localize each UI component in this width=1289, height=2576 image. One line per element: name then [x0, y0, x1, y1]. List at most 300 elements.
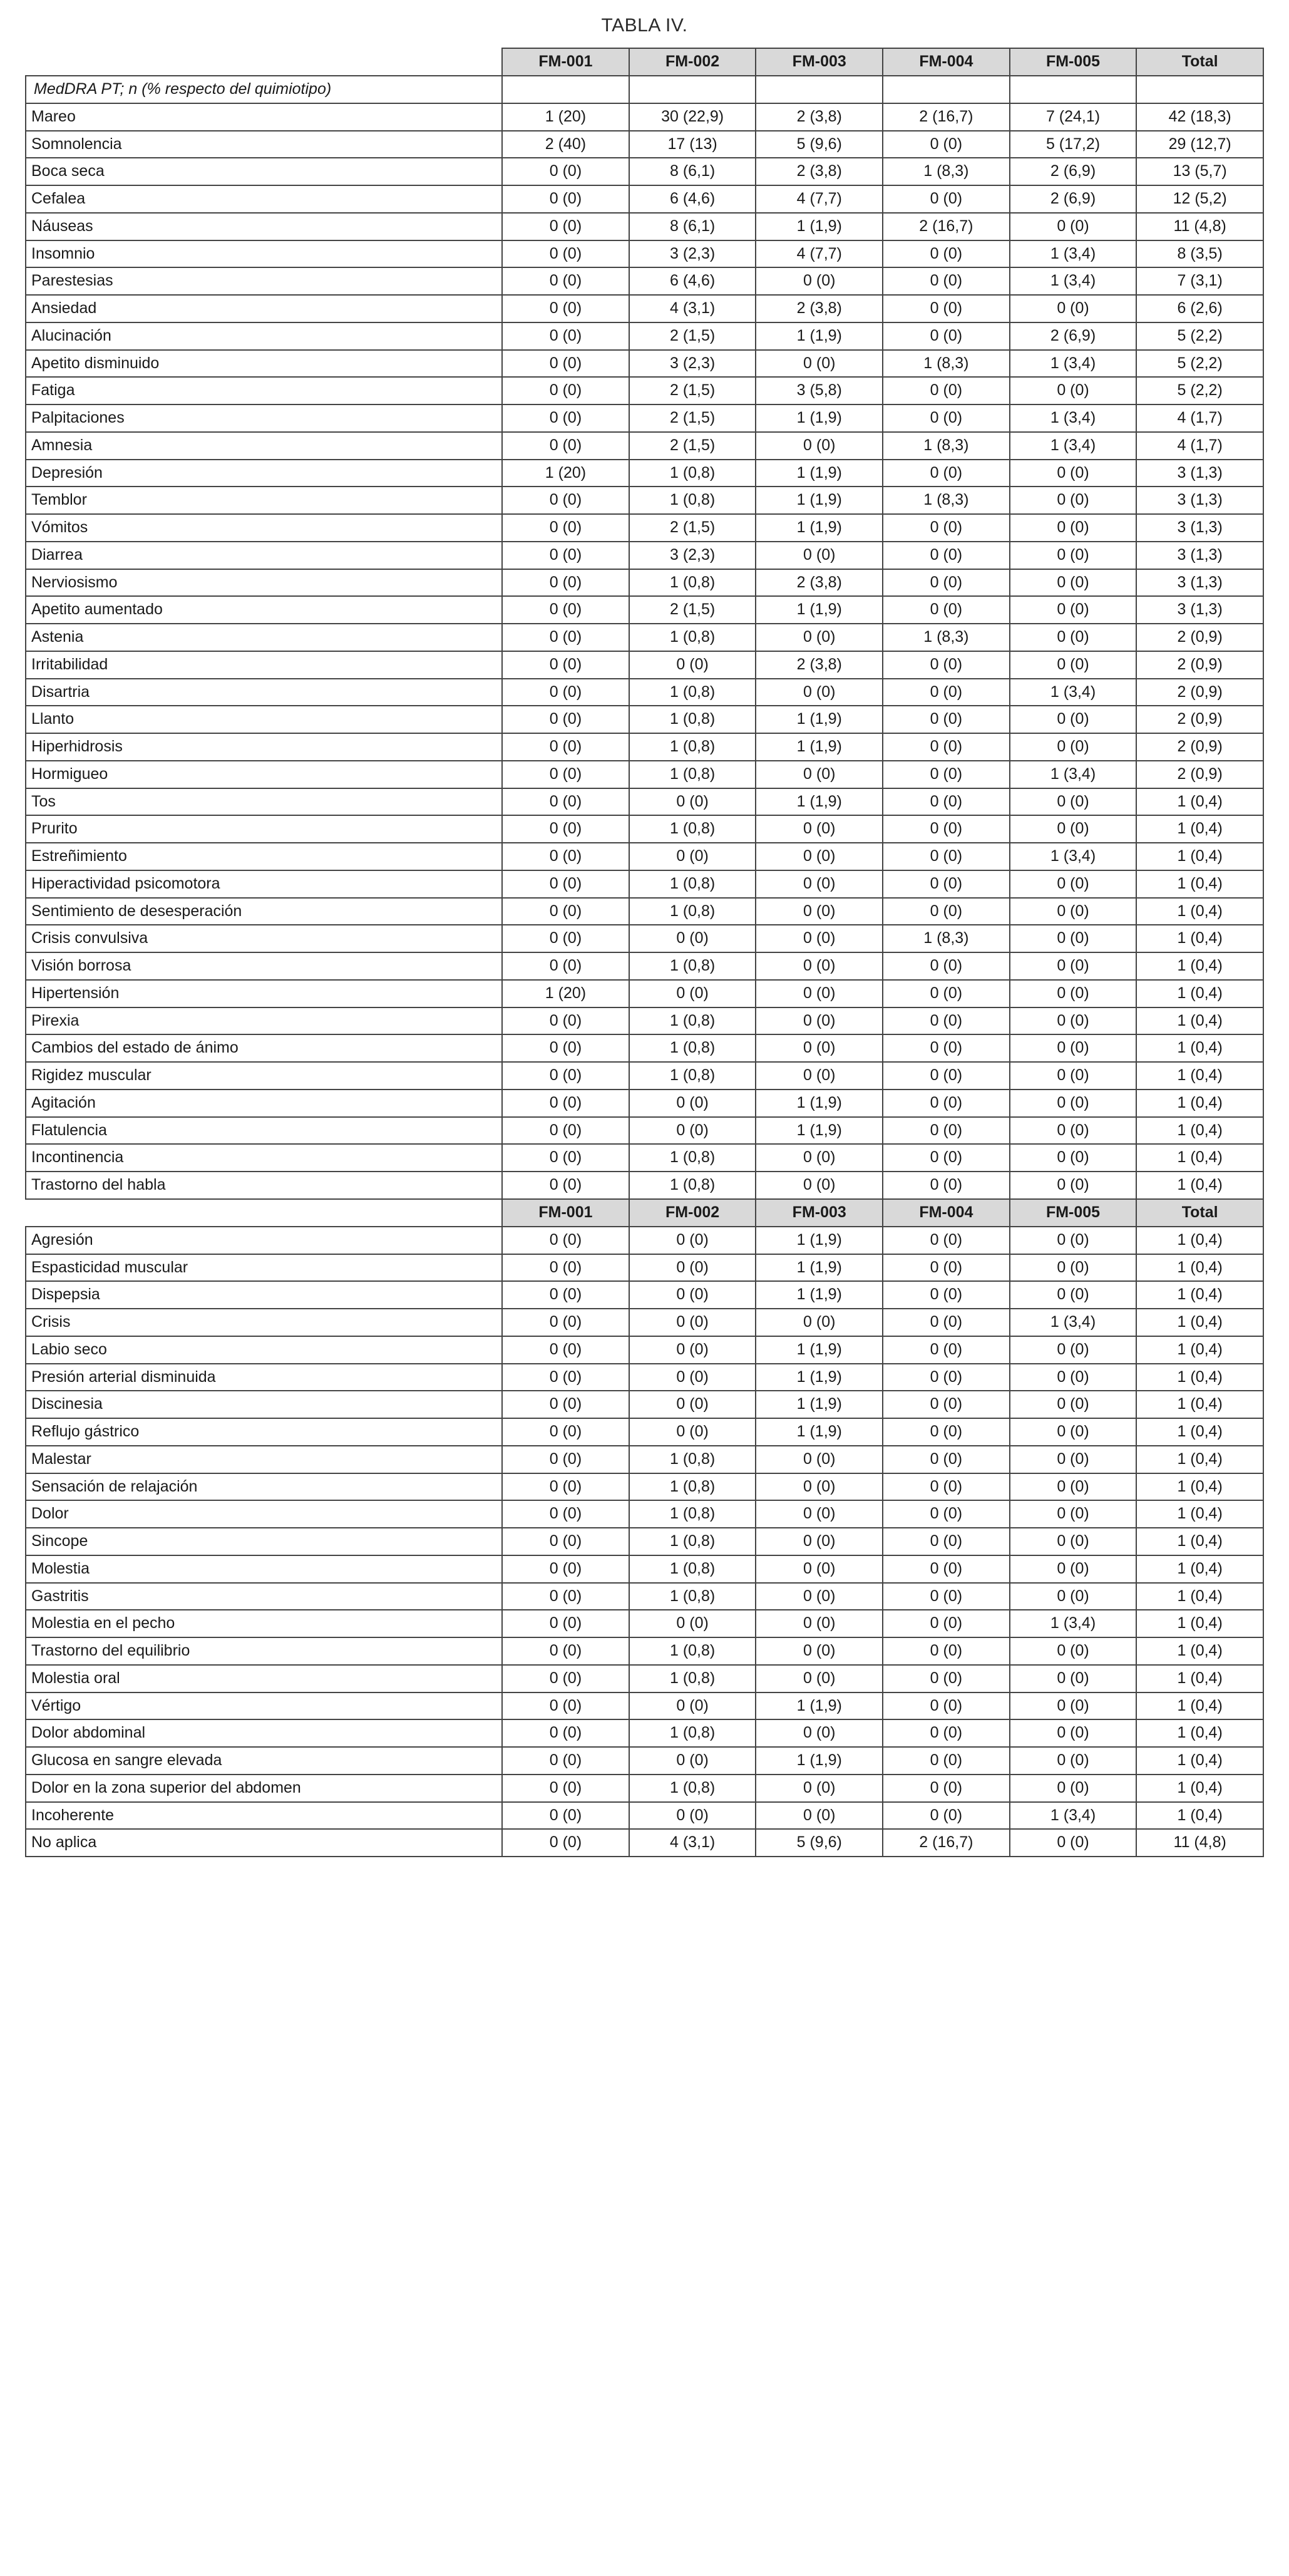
- row-value: 0 (0): [629, 651, 756, 679]
- row-label: Hormigueo: [26, 761, 502, 788]
- row-value: 1 (1,9): [756, 322, 883, 350]
- row-value: 0 (0): [1010, 487, 1137, 514]
- row-value: 0 (0): [502, 1144, 629, 1172]
- row-value: 0 (0): [502, 1364, 629, 1391]
- row-value: 0 (0): [883, 596, 1010, 624]
- table-row: [26, 706, 1263, 733]
- row-value: 1 (0,4): [1136, 1747, 1263, 1775]
- row-value: 0 (0): [883, 1528, 1010, 1555]
- table-row: [26, 1227, 1263, 1254]
- table-row: [26, 788, 1263, 816]
- row-value: 3 (1,3): [1136, 542, 1263, 569]
- table-row: [26, 1117, 1263, 1145]
- row-value: 0 (0): [1010, 1446, 1137, 1473]
- row-value: 0 (0): [883, 1090, 1010, 1117]
- row-value: 0 (0): [502, 1829, 629, 1857]
- table-row: [26, 1500, 1263, 1528]
- row-value: 1 (1,9): [756, 706, 883, 733]
- page-title: TABLA IV.: [601, 15, 688, 36]
- table-subheader-row: [26, 1199, 1263, 1227]
- row-value: 1 (0,8): [629, 1007, 756, 1035]
- row-value: 1 (3,4): [1010, 1610, 1137, 1637]
- table-row: [26, 1144, 1263, 1172]
- table-row: [26, 1555, 1263, 1583]
- meta-cell: [629, 76, 756, 103]
- row-value: 1 (8,3): [883, 925, 1010, 952]
- row-value: 0 (0): [1010, 788, 1137, 816]
- row-value: 0 (0): [502, 925, 629, 952]
- row-value: 0 (0): [629, 1090, 756, 1117]
- table-row: [26, 1446, 1263, 1473]
- row-value: 0 (0): [502, 651, 629, 679]
- meta-cell: [1010, 76, 1137, 103]
- row-value: 1 (1,9): [756, 1281, 883, 1309]
- row-value: 2 (0,9): [1136, 733, 1263, 761]
- row-value: 0 (0): [1010, 1829, 1137, 1857]
- row-value: 1 (0,4): [1136, 815, 1263, 843]
- row-value: 0 (0): [629, 1391, 756, 1418]
- row-value: 3 (1,3): [1136, 487, 1263, 514]
- row-value: 8 (6,1): [629, 213, 756, 240]
- row-label: Disartria: [26, 679, 502, 706]
- row-value: 0 (0): [502, 542, 629, 569]
- row-value: 1 (0,4): [1136, 1610, 1263, 1637]
- row-label: Fatiga: [26, 377, 502, 404]
- row-value: 0 (0): [756, 1637, 883, 1665]
- row-value: 2 (3,8): [756, 295, 883, 322]
- row-label: Dolor: [26, 1500, 502, 1528]
- row-value: 1 (0,4): [1136, 843, 1263, 870]
- table-row: [26, 185, 1263, 213]
- row-value: 5 (2,2): [1136, 377, 1263, 404]
- row-value: 2 (3,8): [756, 158, 883, 185]
- row-value: 0 (0): [502, 1336, 629, 1364]
- row-value: 1 (1,9): [756, 460, 883, 487]
- row-value: 5 (9,6): [756, 1829, 883, 1857]
- row-value: 2 (40): [502, 131, 629, 158]
- row-value: 0 (0): [629, 1227, 756, 1254]
- row-value: 1 (1,9): [756, 1364, 883, 1391]
- header-cell-total: Total: [1136, 48, 1263, 76]
- row-value: 0 (0): [883, 706, 1010, 733]
- row-value: 0 (0): [756, 1775, 883, 1802]
- row-label: Molestia oral: [26, 1665, 502, 1692]
- row-value: 0 (0): [883, 761, 1010, 788]
- row-value: 0 (0): [1010, 1336, 1137, 1364]
- row-value: 1 (1,9): [756, 1117, 883, 1145]
- row-label: Gastritis: [26, 1583, 502, 1610]
- row-value: 0 (0): [502, 706, 629, 733]
- row-label: Dolor abdominal: [26, 1719, 502, 1747]
- row-value: 0 (0): [629, 1336, 756, 1364]
- row-label: Prurito: [26, 815, 502, 843]
- row-value: 0 (0): [883, 1336, 1010, 1364]
- row-label: Pirexia: [26, 1007, 502, 1035]
- table-row: [26, 651, 1263, 679]
- table-header-row: [26, 48, 1263, 76]
- row-value: 0 (0): [502, 1473, 629, 1501]
- row-value: 0 (0): [883, 1254, 1010, 1282]
- row-label: Sentimiento de desesperación: [26, 898, 502, 925]
- row-value: 0 (0): [756, 1719, 883, 1747]
- row-value: 0 (0): [1010, 1775, 1137, 1802]
- row-value: 0 (0): [629, 1418, 756, 1446]
- row-value: 1 (0,4): [1136, 1473, 1263, 1501]
- row-value: 1 (20): [502, 460, 629, 487]
- table-row: [26, 569, 1263, 597]
- table-row: [26, 761, 1263, 788]
- table-row: [26, 679, 1263, 706]
- row-value: 0 (0): [502, 1692, 629, 1720]
- row-value: 0 (0): [756, 432, 883, 460]
- row-value: 0 (0): [1010, 1391, 1137, 1418]
- row-label: Apetito aumentado: [26, 596, 502, 624]
- row-value: 0 (0): [502, 1281, 629, 1309]
- row-value: 0 (0): [883, 1555, 1010, 1583]
- row-value: 0 (0): [1010, 1227, 1137, 1254]
- row-value: 3 (1,3): [1136, 514, 1263, 542]
- row-value: 0 (0): [883, 679, 1010, 706]
- row-label: Discinesia: [26, 1391, 502, 1418]
- row-value: 0 (0): [502, 815, 629, 843]
- row-value: 1 (0,8): [629, 460, 756, 487]
- row-value: 1 (8,3): [883, 432, 1010, 460]
- row-value: 1 (1,9): [756, 1227, 883, 1254]
- row-value: 0 (0): [629, 1692, 756, 1720]
- row-value: 2 (16,7): [883, 1829, 1010, 1857]
- row-value: 0 (0): [502, 569, 629, 597]
- row-label: Estreñimiento: [26, 843, 502, 870]
- row-value: 0 (0): [502, 1391, 629, 1418]
- table-row: [26, 404, 1263, 432]
- row-value: 0 (0): [502, 1665, 629, 1692]
- row-value: 1 (0,4): [1136, 1117, 1263, 1145]
- row-value: 0 (0): [883, 952, 1010, 980]
- table-row: [26, 925, 1263, 952]
- row-label: Tos: [26, 788, 502, 816]
- row-value: 0 (0): [883, 1473, 1010, 1501]
- header-cell-fm-003: FM-003: [756, 48, 883, 76]
- row-label: Agitación: [26, 1090, 502, 1117]
- row-value: 0 (0): [883, 322, 1010, 350]
- row-value: 3 (5,8): [756, 377, 883, 404]
- table-row: [26, 1473, 1263, 1501]
- table-row: [26, 1692, 1263, 1720]
- row-value: 0 (0): [502, 432, 629, 460]
- row-label: Flatulencia: [26, 1117, 502, 1145]
- row-value: 0 (0): [1010, 980, 1137, 1007]
- row-value: 0 (0): [502, 952, 629, 980]
- row-value: 0 (0): [502, 1090, 629, 1117]
- row-value: 0 (0): [883, 788, 1010, 816]
- row-value: 0 (0): [756, 980, 883, 1007]
- row-value: 0 (0): [502, 1227, 629, 1254]
- row-value: 0 (0): [629, 925, 756, 952]
- table-row: [26, 980, 1263, 1007]
- row-value: 1 (0,8): [629, 487, 756, 514]
- row-value: 0 (0): [502, 679, 629, 706]
- table-row: [26, 898, 1263, 925]
- row-value: 2 (1,5): [629, 514, 756, 542]
- row-value: 1 (0,4): [1136, 1418, 1263, 1446]
- table-row: [26, 295, 1263, 322]
- row-value: 2 (1,5): [629, 596, 756, 624]
- row-value: 1 (3,4): [1010, 1802, 1137, 1830]
- row-value: 0 (0): [502, 487, 629, 514]
- row-value: 2 (1,5): [629, 322, 756, 350]
- header-cell-fm-005: FM-005: [1010, 48, 1137, 76]
- row-value: 0 (0): [756, 1446, 883, 1473]
- row-value: 0 (0): [502, 514, 629, 542]
- row-value: 0 (0): [502, 898, 629, 925]
- table-row: [26, 624, 1263, 651]
- row-value: 1 (0,4): [1136, 1172, 1263, 1199]
- row-label: Crisis convulsiva: [26, 925, 502, 952]
- row-value: 1 (0,4): [1136, 1391, 1263, 1418]
- row-value: 0 (0): [883, 815, 1010, 843]
- row-value: 0 (0): [883, 1583, 1010, 1610]
- row-value: 0 (0): [883, 1665, 1010, 1692]
- row-label: Cambios del estado de ánimo: [26, 1034, 502, 1062]
- row-value: 0 (0): [883, 131, 1010, 158]
- row-label: Malestar: [26, 1446, 502, 1473]
- table-row: [26, 131, 1263, 158]
- subheader-corner-cell: [26, 1199, 502, 1227]
- subheader-cell-fm-004: FM-004: [883, 1199, 1010, 1227]
- row-value: 7 (3,1): [1136, 267, 1263, 295]
- row-label: Somnolencia: [26, 131, 502, 158]
- row-label: Náuseas: [26, 213, 502, 240]
- row-value: 0 (0): [883, 1775, 1010, 1802]
- row-value: 0 (0): [1010, 1528, 1137, 1555]
- row-value: 0 (0): [502, 1418, 629, 1446]
- row-value: 1 (0,8): [629, 1473, 756, 1501]
- table-row: [26, 1665, 1263, 1692]
- row-value: 0 (0): [1010, 1637, 1137, 1665]
- row-value: 1 (0,8): [629, 1500, 756, 1528]
- row-label: Dolor en la zona superior del abdomen: [26, 1775, 502, 1802]
- row-value: 0 (0): [883, 1007, 1010, 1035]
- row-value: 1 (0,8): [629, 1172, 756, 1199]
- row-value: 1 (0,8): [629, 1555, 756, 1583]
- row-value: 0 (0): [502, 1007, 629, 1035]
- row-value: 6 (2,6): [1136, 295, 1263, 322]
- row-value: 0 (0): [883, 1062, 1010, 1090]
- row-value: 0 (0): [502, 158, 629, 185]
- row-value: 0 (0): [1010, 1665, 1137, 1692]
- row-value: 0 (0): [502, 185, 629, 213]
- row-value: 0 (0): [756, 267, 883, 295]
- row-value: 2 (6,9): [1010, 158, 1137, 185]
- subheader-cell-total: Total: [1136, 1199, 1263, 1227]
- row-value: 0 (0): [1010, 514, 1137, 542]
- row-value: 1 (3,4): [1010, 404, 1137, 432]
- row-label: Palpitaciones: [26, 404, 502, 432]
- row-value: 0 (0): [756, 898, 883, 925]
- row-value: 1 (1,9): [756, 1336, 883, 1364]
- row-label: Boca seca: [26, 158, 502, 185]
- table-row: [26, 322, 1263, 350]
- row-value: 5 (2,2): [1136, 322, 1263, 350]
- row-value: 0 (0): [502, 843, 629, 870]
- row-value: 0 (0): [629, 788, 756, 816]
- row-value: 0 (0): [756, 542, 883, 569]
- row-value: 0 (0): [756, 1610, 883, 1637]
- row-value: 0 (0): [883, 843, 1010, 870]
- row-value: 0 (0): [883, 240, 1010, 268]
- row-value: 1 (0,4): [1136, 1692, 1263, 1720]
- row-value: 2 (0,9): [1136, 679, 1263, 706]
- table-row: [26, 1583, 1263, 1610]
- row-value: 1 (0,4): [1136, 1555, 1263, 1583]
- row-value: 0 (0): [502, 596, 629, 624]
- row-value: 0 (0): [1010, 706, 1137, 733]
- row-value: 0 (0): [1010, 542, 1137, 569]
- table-row: [26, 952, 1263, 980]
- row-value: 3 (1,3): [1136, 596, 1263, 624]
- row-value: 0 (0): [1010, 1473, 1137, 1501]
- row-value: 0 (0): [1010, 624, 1137, 651]
- row-value: 0 (0): [883, 1637, 1010, 1665]
- row-value: 1 (0,8): [629, 733, 756, 761]
- row-label: Amnesia: [26, 432, 502, 460]
- meta-cell: [1136, 76, 1263, 103]
- row-label: Hiperhidrosis: [26, 733, 502, 761]
- row-value: 1 (1,9): [756, 1391, 883, 1418]
- row-value: 0 (0): [502, 761, 629, 788]
- row-value: 0 (0): [1010, 733, 1137, 761]
- row-value: 2 (16,7): [883, 213, 1010, 240]
- row-value: 5 (2,2): [1136, 350, 1263, 378]
- row-value: 0 (0): [502, 1528, 629, 1555]
- row-value: 0 (0): [756, 1583, 883, 1610]
- table-row: [26, 487, 1263, 514]
- row-value: 0 (0): [502, 213, 629, 240]
- row-value: 1 (1,9): [756, 1090, 883, 1117]
- row-value: 2 (3,8): [756, 569, 883, 597]
- table-row: [26, 843, 1263, 870]
- row-value: 1 (1,9): [756, 788, 883, 816]
- row-label: Irritabilidad: [26, 651, 502, 679]
- table-row: [26, 1528, 1263, 1555]
- row-value: 0 (0): [756, 1665, 883, 1692]
- row-value: 12 (5,2): [1136, 185, 1263, 213]
- row-value: 1 (0,8): [629, 1665, 756, 1692]
- table-row: [26, 1610, 1263, 1637]
- table-row: [26, 1418, 1263, 1446]
- row-value: 1 (0,4): [1136, 1034, 1263, 1062]
- row-value: 0 (0): [756, 1555, 883, 1583]
- row-value: 0 (0): [756, 350, 883, 378]
- row-value: 1 (8,3): [883, 487, 1010, 514]
- table-row: [26, 1391, 1263, 1418]
- row-label: Vómitos: [26, 514, 502, 542]
- row-value: 1 (0,8): [629, 1034, 756, 1062]
- row-value: 1 (0,4): [1136, 1309, 1263, 1336]
- row-label: Nerviosismo: [26, 569, 502, 597]
- row-label: Sincope: [26, 1528, 502, 1555]
- table-row: [26, 1090, 1263, 1117]
- row-value: 0 (0): [883, 1610, 1010, 1637]
- row-value: 1 (0,8): [629, 870, 756, 898]
- table-row: [26, 1336, 1263, 1364]
- row-value: 1 (1,9): [756, 1254, 883, 1282]
- row-value: 0 (0): [1010, 1583, 1137, 1610]
- row-value: 0 (0): [883, 651, 1010, 679]
- row-value: 1 (0,8): [629, 1775, 756, 1802]
- row-value: 0 (0): [1010, 1144, 1137, 1172]
- row-value: 1 (0,4): [1136, 1583, 1263, 1610]
- row-value: 1 (0,8): [629, 1144, 756, 1172]
- table-row: [26, 103, 1263, 131]
- row-value: 0 (0): [502, 1719, 629, 1747]
- row-value: 1 (0,8): [629, 1528, 756, 1555]
- row-value: 0 (0): [756, 1500, 883, 1528]
- row-value: 2 (0,9): [1136, 651, 1263, 679]
- row-label: Alucinación: [26, 322, 502, 350]
- row-value: 0 (0): [502, 1775, 629, 1802]
- row-value: 1 (0,8): [629, 952, 756, 980]
- row-value: 0 (0): [502, 1500, 629, 1528]
- row-value: 1 (1,9): [756, 1418, 883, 1446]
- row-value: 0 (0): [883, 1144, 1010, 1172]
- row-value: 1 (1,9): [756, 487, 883, 514]
- meta-row-label: MedDRA PT; n (% respecto del quimiotipo): [26, 76, 502, 103]
- row-value: 0 (0): [502, 1034, 629, 1062]
- row-value: 1 (3,4): [1010, 679, 1137, 706]
- row-value: 1 (0,8): [629, 679, 756, 706]
- row-value: 0 (0): [502, 350, 629, 378]
- row-value: 1 (0,4): [1136, 898, 1263, 925]
- row-value: 0 (0): [756, 1034, 883, 1062]
- row-value: 0 (0): [756, 679, 883, 706]
- row-value: 42 (18,3): [1136, 103, 1263, 131]
- row-value: 0 (0): [502, 1555, 629, 1583]
- row-label: Incoherente: [26, 1802, 502, 1830]
- row-value: 0 (0): [883, 1281, 1010, 1309]
- row-label: Depresión: [26, 460, 502, 487]
- table-row: [26, 213, 1263, 240]
- row-label: Vértigo: [26, 1692, 502, 1720]
- row-value: 0 (0): [883, 404, 1010, 432]
- row-label: Espasticidad muscular: [26, 1254, 502, 1282]
- row-label: Incontinencia: [26, 1144, 502, 1172]
- row-value: 4 (7,7): [756, 240, 883, 268]
- row-label: Astenia: [26, 624, 502, 651]
- row-value: 0 (0): [1010, 1364, 1137, 1391]
- row-value: 0 (0): [883, 1692, 1010, 1720]
- row-value: 1 (0,8): [629, 1446, 756, 1473]
- row-value: 0 (0): [1010, 295, 1137, 322]
- subheader-cell-fm-003: FM-003: [756, 1199, 883, 1227]
- table-row: [26, 1747, 1263, 1775]
- row-value: 0 (0): [502, 1254, 629, 1282]
- row-label: Llanto: [26, 706, 502, 733]
- row-value: 11 (4,8): [1136, 1829, 1263, 1857]
- row-value: 0 (0): [629, 1610, 756, 1637]
- row-value: 0 (0): [1010, 1034, 1137, 1062]
- row-value: 0 (0): [756, 870, 883, 898]
- table-row: [26, 432, 1263, 460]
- row-value: 0 (0): [502, 1117, 629, 1145]
- row-value: 0 (0): [502, 240, 629, 268]
- row-value: 1 (3,4): [1010, 1309, 1137, 1336]
- row-value: 1 (20): [502, 103, 629, 131]
- row-value: 1 (0,4): [1136, 1637, 1263, 1665]
- row-value: 8 (6,1): [629, 158, 756, 185]
- row-value: 1 (0,8): [629, 569, 756, 597]
- table-row: [26, 1775, 1263, 1802]
